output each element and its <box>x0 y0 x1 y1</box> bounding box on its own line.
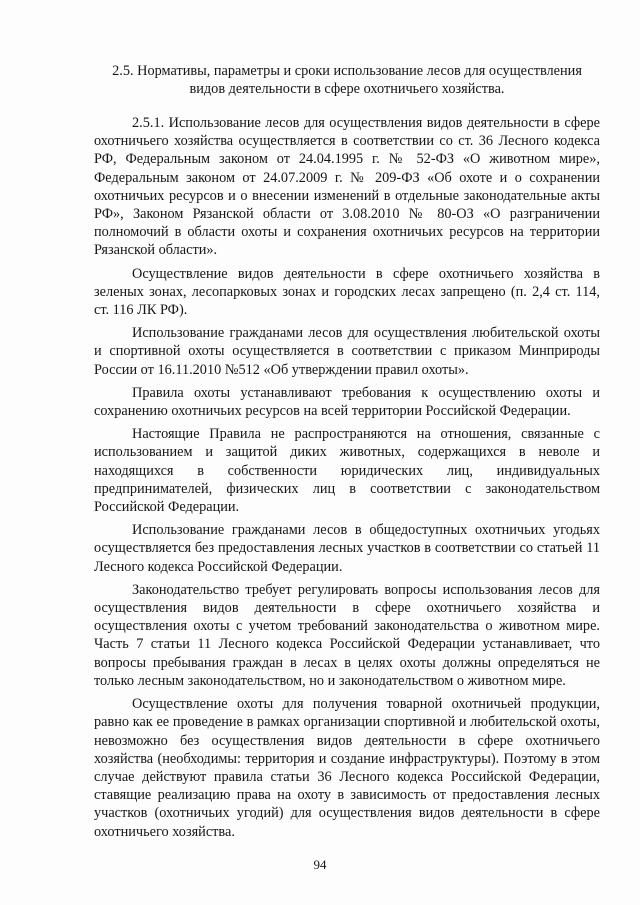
paragraph-green-zones: Осуществление видов деятельности в сфере охотничьего хозяйства в зеленых зонах, лесопарковых зонах и городских лесах запрещено (п. 2,4 ст. 114, ст. 116 ЛК РФ). <box>94 265 600 319</box>
paragraph-legislation: Законодательство требует регулировать вопросы использования лесов для осуществления видов деятельности в сфере охотничьего хозяйства и осуществления охоты с учетом требований законодательства о животном мире. Часть 7 статьи 11 Лесного кодекса Российской Федерации устанавливает, что вопросы пребывания граждан в лесах в целях охоты должны определяться не только лесным законодательством, но и законодательством о животном мире. <box>94 581 600 689</box>
section-heading: 2.5. Нормативы, параметры и сроки использование лесов для осуществления видов деятельности в сфере охотничьего хозяйства. <box>112 63 582 97</box>
paragraph-hunting-usage: Использование гражданами лесов для осуществления любительской охоты и спортивной охоты осуществляется в соответствии с приказом Минприроды России от 16.11.2010 №512 «Об утверждении правил охоты». <box>94 325 600 378</box>
paragraph-public-grounds: Использование гражданами лесов в общедоступных охотничьих угодьях осуществляется без предоставления лесных участков в соответствии со статьей 11 Лесного кодекса Российской Федерации. <box>94 522 600 575</box>
page-content <box>94 62 600 846</box>
paragraph-rules-scope: Настоящие Правила не распространяются на отношения, связанные с использованием и защитой диких животных, содержащихся в неволе и находящихся в собственности юридических лиц, индивидуальных предпринимателей, физических лиц в соответствии с законодательством Российской Федерации. <box>94 426 600 516</box>
paragraph-2-5-1: 2.5.1. Использование лесов для осуществления видов деятельности в сфере охотничьего хозяйства осуществляется в соответствии со ст. 36 Лесного кодекса РФ, Федеральным законом от 24.04.1995 г. № 52-ФЗ «О животном мире», Федеральным законом от 24.07.2009 г. № 209-ФЗ «Об охоте и о сохранении охотничьих ресурсов и о внесении изменений в отдельные законодательные акты РФ», Законом Рязанской области от 3.08.2010 № 80-ОЗ «О разграничении полномочий в области охоты и сохранения охотничьих ресурсов на территории Рязанской области». <box>94 115 600 259</box>
page-number: 94 <box>313 857 327 872</box>
paragraph-hunting-rules: Правила охоты устанавливают требования к осуществлению охоты и сохранению охотничьих ресурсов на всей территории Российской Федерации. <box>94 384 600 420</box>
paragraph-commercial-hunting: Осуществление охоты для получения товарной охотничьей продукции, равно как ее проведение в рамках организации спортивной и любительской охоты, невозможно без осуществления видов деятельности в сфере охотничьего хозяйства (необходимы: территория и создание инфраструктуры). Поэтому в этом случае действуют правила статьи 36 Лесного кодекса Российской Федерации, ставящие реализацию права на охоту в зависимость от предоставления лесных участков (охотничьих угодий) для осуществления видов деятельности в сфере охотничьего хозяйства. <box>94 696 600 840</box>
